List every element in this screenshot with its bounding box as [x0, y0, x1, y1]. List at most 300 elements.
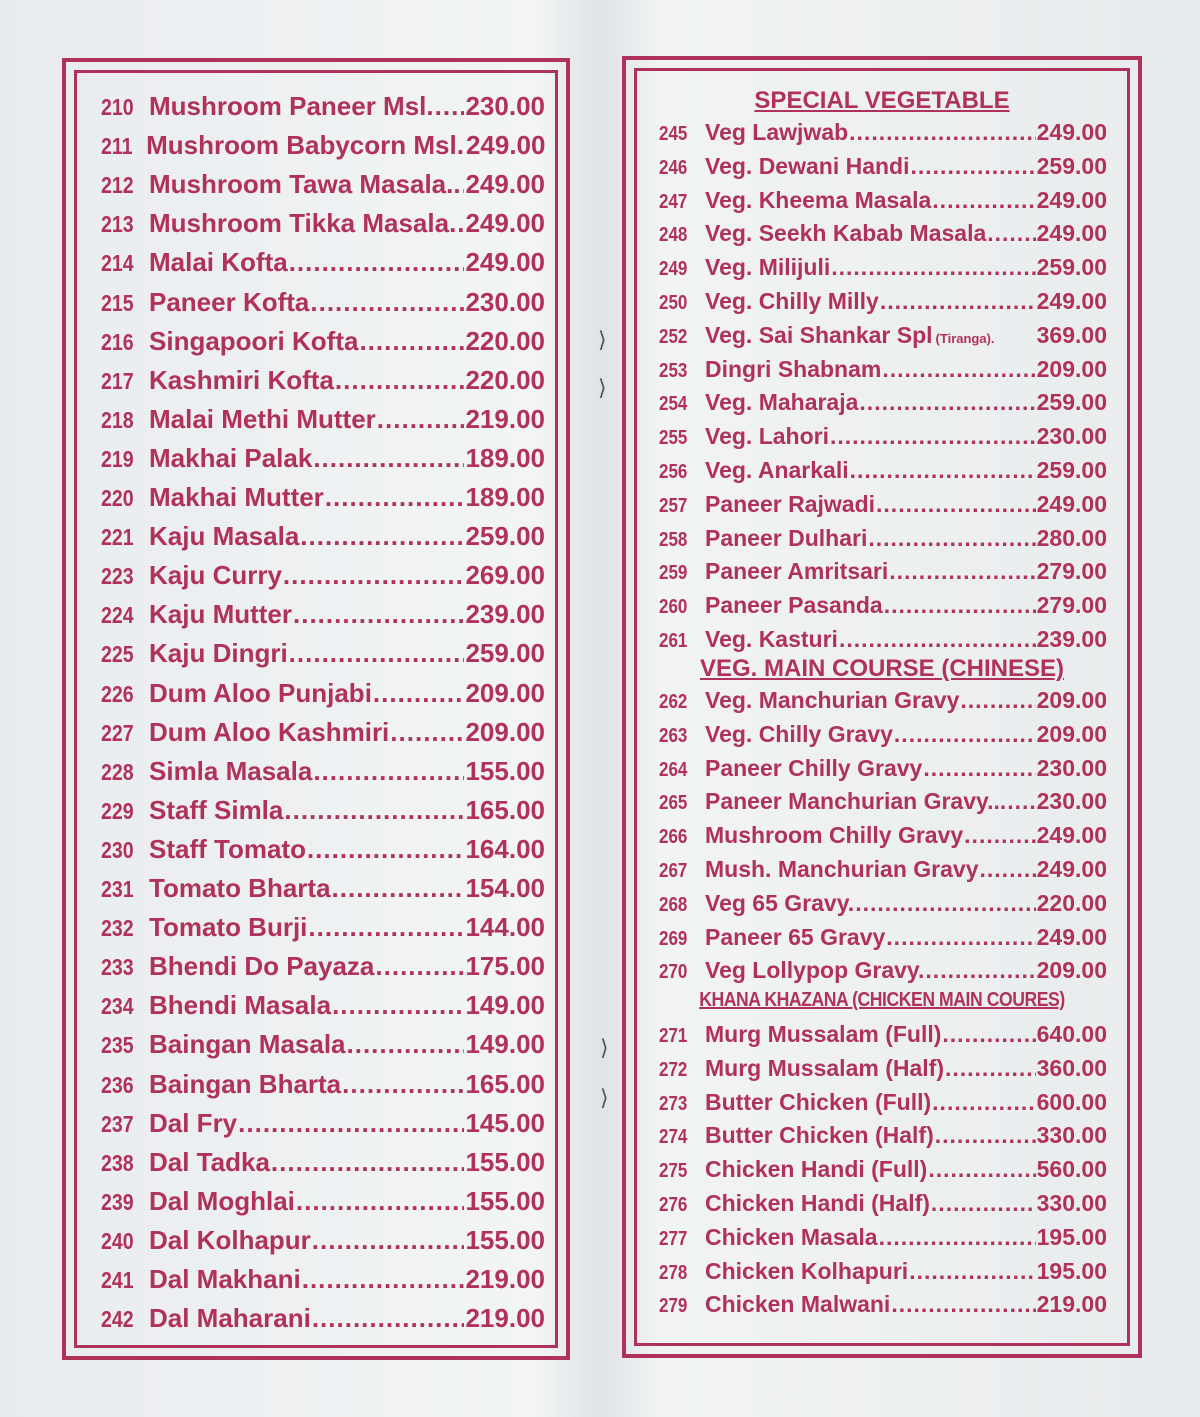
- item-name: Singapoori Kofta: [149, 325, 359, 356]
- item-price: 239.00: [1036, 626, 1107, 652]
- item-name: Malai Methi Mutter: [149, 403, 376, 434]
- dot-leader: [342, 1069, 464, 1100]
- item-number: 266: [659, 826, 688, 849]
- binding-stitch: ⟩: [598, 328, 607, 353]
- menu-item: [637, 1224, 1127, 1251]
- menu-item: [637, 1190, 1127, 1217]
- item-name: Veg. Kheema Masala: [705, 186, 932, 213]
- item-price: 560.00: [1036, 1156, 1107, 1183]
- dot-leader: [928, 1156, 1035, 1183]
- item-number: 264: [659, 758, 688, 781]
- item-price: 209.00: [1036, 720, 1107, 747]
- dot-leader: [347, 1029, 465, 1060]
- item-price: 209.00: [465, 716, 545, 747]
- menu-item: [77, 795, 555, 826]
- menu-item: [637, 288, 1127, 315]
- dot-leader: [300, 521, 464, 552]
- item-number: 210: [101, 94, 134, 120]
- item-number: 216: [101, 328, 134, 355]
- item-name: Chicken Malwani: [705, 1291, 891, 1318]
- item-price: 145.00: [465, 1107, 545, 1138]
- item-number: 236: [101, 1071, 134, 1098]
- item-name: Veg. Chilly Milly: [705, 288, 879, 314]
- item-name: Paneer Chilly Gravy: [705, 754, 923, 781]
- dot-leader: [894, 721, 1036, 748]
- menu-item: [77, 873, 555, 904]
- menu-item: [637, 924, 1127, 951]
- menu-item: [77, 834, 555, 865]
- item-number: 260: [659, 596, 688, 619]
- dot-leader: [987, 220, 1035, 247]
- item-number: 271: [659, 1025, 688, 1047]
- item-name: Tomato Bharta: [149, 873, 331, 903]
- item-price: 189.00: [465, 482, 545, 512]
- menu-item: [77, 287, 555, 318]
- item-name: Paneer Pasanda: [705, 592, 883, 619]
- item-number: 239: [101, 1188, 134, 1215]
- menu-item: [77, 1225, 555, 1256]
- dot-leader: [935, 1122, 1036, 1149]
- item-name: Paneer 65 Gravy: [705, 923, 886, 950]
- item-name: Veg. Manchurian Gravy: [705, 687, 960, 713]
- dot-leader: [891, 1291, 1035, 1318]
- item-number: 234: [101, 993, 134, 1020]
- item-number: 235: [101, 1032, 134, 1059]
- item-name: Paneer Amritsari: [705, 558, 889, 585]
- item-price: 220.00: [1036, 889, 1107, 916]
- item-price: 219.00: [465, 403, 545, 434]
- item-name: Butter Chicken (Full): [705, 1088, 932, 1115]
- dot-leader: [302, 1264, 465, 1295]
- dot-leader: [313, 756, 464, 787]
- menu-item: [77, 1108, 555, 1139]
- dot-leader: [942, 1021, 1035, 1048]
- menu-item: [77, 560, 555, 591]
- menu-item: [77, 1069, 555, 1100]
- item-number: 259: [659, 562, 688, 585]
- item-number: 231: [101, 876, 134, 902]
- menu-item: [77, 1186, 555, 1217]
- item-number: 269: [659, 927, 688, 950]
- item-price: 189.00: [465, 442, 545, 473]
- item-price: 155.00: [465, 1224, 545, 1255]
- item-price: 259.00: [465, 521, 545, 552]
- item-name: Chicken Masala: [705, 1223, 878, 1250]
- dot-leader: [293, 599, 464, 630]
- item-name: Simla Masala: [149, 755, 313, 786]
- item-price: 195.00: [1036, 1257, 1107, 1284]
- menu-item: [77, 638, 555, 669]
- item-name: Baingan Masala: [149, 1029, 346, 1060]
- item-number: 261: [659, 630, 688, 652]
- dot-leader: [307, 834, 465, 865]
- item-price: 330.00: [1036, 1190, 1107, 1216]
- item-number: 212: [101, 172, 134, 199]
- item-name: Veg. Chilly Gravy: [705, 720, 893, 747]
- menu-item: [637, 890, 1127, 917]
- item-number: 215: [101, 289, 134, 316]
- item-name: Veg. Maharaja: [705, 389, 859, 416]
- dot-leader: [359, 326, 464, 357]
- item-price: 640.00: [1036, 1021, 1107, 1047]
- item-number: 213: [101, 211, 134, 238]
- right-page-frame: [622, 56, 1142, 1358]
- dot-leader: [312, 1225, 465, 1256]
- dot-leader: [980, 856, 1036, 883]
- dot-leader: [964, 822, 1035, 849]
- item-name: Dingri Shabnam: [705, 355, 882, 382]
- item-price: 144.00: [465, 912, 545, 943]
- dot-leader: [850, 457, 1036, 484]
- item-price: 165.00: [465, 794, 545, 825]
- dot-leader: [932, 187, 1035, 214]
- item-number: 223: [101, 563, 134, 590]
- item-number: 226: [101, 680, 134, 707]
- item-price: 249.00: [465, 169, 545, 200]
- menu-item: [637, 1258, 1127, 1285]
- item-number: 250: [659, 292, 688, 314]
- item-name: Veg Lollypop Gravy.: [705, 957, 925, 984]
- menu-item: [77, 1147, 555, 1178]
- dot-leader: [296, 1186, 465, 1217]
- item-price: 239.00: [465, 599, 545, 630]
- item-price: 330.00: [1036, 1122, 1107, 1149]
- item-number: 217: [101, 367, 134, 394]
- item-number: 241: [101, 1267, 134, 1293]
- item-name: Mushroom Babycorn Msl.: [146, 130, 464, 161]
- item-name: Veg Lawjwab: [705, 119, 849, 145]
- menu-item: [77, 717, 555, 748]
- item-number: 220: [101, 485, 134, 511]
- item-number: 224: [101, 602, 134, 629]
- menu-item: [637, 1291, 1127, 1318]
- item-name: Bhendi Do Payaza: [149, 951, 375, 982]
- item-name: Paneer Rajwadi: [705, 490, 876, 517]
- menu-item: [637, 220, 1127, 247]
- dot-leader: [289, 638, 465, 669]
- left-menu-list: [74, 70, 558, 1348]
- dot-leader: [945, 1055, 1036, 1082]
- dot-leader: [868, 525, 1035, 552]
- dot-leader: [332, 873, 465, 904]
- item-price: 249.00: [465, 130, 546, 161]
- dot-leader: [335, 365, 465, 396]
- dot-leader: [313, 443, 464, 474]
- menu-item: [77, 443, 555, 474]
- dot-leader: [859, 389, 1035, 416]
- item-price: 209.00: [1036, 355, 1107, 382]
- dot-leader: [325, 482, 465, 513]
- item-number: 225: [101, 641, 134, 668]
- item-price: 154.00: [465, 873, 545, 903]
- dot-leader: [271, 1147, 465, 1178]
- item-name: Makhai Palak: [149, 442, 313, 473]
- dot-leader: [876, 491, 1036, 518]
- item-number: 255: [659, 427, 688, 450]
- dot-leader: [886, 924, 1035, 951]
- menu-item: [77, 521, 555, 552]
- item-number: 233: [101, 954, 134, 981]
- menu-item: [637, 322, 1127, 349]
- left-page-frame: [62, 58, 570, 1360]
- dot-leader: [889, 558, 1035, 585]
- menu-item: [637, 1055, 1127, 1082]
- item-price: 149.00: [465, 1029, 545, 1060]
- item-number: 253: [659, 359, 688, 382]
- item-number: 268: [659, 893, 688, 916]
- dot-leader: [849, 119, 1035, 146]
- menu-item: [637, 626, 1127, 653]
- dot-leader: [457, 208, 464, 239]
- dot-leader: [831, 254, 1035, 281]
- item-name: Kaju Curry: [149, 560, 282, 591]
- item-number: 242: [101, 1306, 134, 1333]
- item-number: 228: [101, 758, 134, 785]
- menu-item: [77, 130, 555, 161]
- item-price: 249.00: [1036, 856, 1107, 882]
- menu-item: [637, 1156, 1127, 1183]
- dot-leader: [310, 287, 464, 318]
- menu-item: [637, 525, 1127, 552]
- dot-leader: [855, 890, 1035, 917]
- item-name: Dal Tadka: [149, 1146, 270, 1177]
- item-price: 259.00: [465, 638, 545, 669]
- dot-leader: [238, 1108, 464, 1139]
- item-name: Tomato Burji: [149, 912, 308, 943]
- item-price: 269.00: [465, 560, 545, 591]
- menu-item: [637, 389, 1127, 416]
- item-number: 263: [659, 724, 688, 747]
- item-number: 277: [659, 1227, 688, 1250]
- item-price: 220.00: [465, 364, 545, 395]
- item-price: 249.00: [465, 247, 545, 278]
- item-price: 369.00: [1036, 321, 1107, 348]
- dot-leader: [923, 755, 1035, 782]
- dot-leader: [911, 153, 1036, 180]
- item-price: 209.00: [465, 677, 545, 708]
- dot-leader: [879, 1224, 1036, 1251]
- dot-leader: [1007, 788, 1035, 815]
- menu-item: [637, 153, 1127, 180]
- item-name: Veg. Milijuli: [705, 254, 831, 281]
- item-price: 249.00: [1036, 186, 1107, 213]
- item-name: Veg 65 Gravy.: [705, 889, 855, 916]
- menu-item: [77, 247, 555, 278]
- menu-item: [637, 755, 1127, 782]
- menu-item: [637, 1089, 1127, 1116]
- item-name: Veg. Lahori: [705, 423, 829, 450]
- menu-item: [77, 404, 555, 435]
- item-number: 221: [101, 524, 134, 551]
- dot-leader: [462, 169, 465, 200]
- item-number: 272: [659, 1058, 688, 1081]
- item-name: Dal Fry: [149, 1107, 238, 1138]
- menu-item: [637, 1122, 1127, 1149]
- item-number: 219: [101, 445, 134, 472]
- item-number: 279: [659, 1295, 688, 1318]
- item-number: 218: [101, 406, 134, 433]
- item-number: 240: [101, 1227, 134, 1254]
- item-name: Dal Moghlai: [149, 1185, 295, 1216]
- item-number: 270: [659, 961, 688, 984]
- menu-item: [637, 788, 1127, 815]
- item-price: 279.00: [1036, 558, 1107, 585]
- menu-item: [637, 687, 1127, 714]
- item-name: Mush. Manchurian Gravy: [705, 856, 979, 882]
- item-price: 209.00: [1036, 957, 1107, 984]
- item-name: Dal Kolhapur: [149, 1224, 311, 1255]
- item-number: 258: [659, 528, 688, 551]
- item-price: 165.00: [465, 1068, 545, 1099]
- dot-leader: [373, 678, 465, 709]
- menu-item: [637, 822, 1127, 849]
- item-price: 249.00: [1036, 288, 1107, 314]
- item-price: 230.00: [1036, 788, 1107, 815]
- item-number: 211: [101, 133, 133, 160]
- item-number: 232: [101, 915, 134, 942]
- item-number: 214: [101, 250, 134, 277]
- item-name: Mushroom Tawa Masala..: [149, 169, 461, 200]
- item-name: Veg. Kasturi: [705, 626, 838, 652]
- item-name: Makhai Mutter: [149, 482, 324, 512]
- item-number: 245: [659, 123, 688, 145]
- item-number: 254: [659, 393, 688, 416]
- item-price: 149.00: [465, 990, 545, 1021]
- item-name: Veg. Sai Shankar Spl: [705, 321, 933, 348]
- item-price: 164.00: [465, 833, 545, 864]
- item-price: 360.00: [1036, 1054, 1107, 1081]
- dot-leader: [960, 687, 1035, 714]
- item-number: 275: [659, 1160, 688, 1183]
- binding-stitch: ⟩: [600, 1036, 609, 1061]
- dot-leader: [312, 1303, 465, 1334]
- item-number: 265: [659, 792, 688, 815]
- item-price: 249.00: [1036, 119, 1107, 145]
- dot-leader: [884, 592, 1036, 619]
- item-price: 175.00: [465, 951, 545, 982]
- item-price: 600.00: [1036, 1088, 1107, 1115]
- item-price: 249.00: [465, 208, 545, 239]
- item-name: Mushroom Chilly Gravy: [705, 822, 964, 849]
- menu-item: [637, 423, 1127, 450]
- menu-item: [637, 119, 1127, 146]
- item-name: Veg. Anarkali: [705, 457, 849, 483]
- menu-item: [77, 1303, 555, 1334]
- item-name: Kaju Masala: [149, 521, 300, 552]
- item-price: 155.00: [465, 1185, 545, 1216]
- item-number: 246: [659, 156, 688, 179]
- item-price: 219.00: [465, 1303, 545, 1334]
- item-number: 276: [659, 1194, 688, 1216]
- dot-leader: [932, 1089, 1035, 1116]
- dot-leader: [289, 247, 465, 278]
- menu-item: [637, 558, 1127, 585]
- item-price: 249.00: [1036, 923, 1107, 950]
- item-name: Dum Aloo Punjabi: [149, 677, 372, 708]
- item-price: 259.00: [1036, 152, 1107, 179]
- item-price: 279.00: [1036, 592, 1107, 619]
- menu-item: [77, 326, 555, 357]
- menu-item: [637, 957, 1127, 984]
- item-name: Dal Maharani: [149, 1303, 311, 1334]
- right-menu-list: [634, 68, 1130, 1346]
- item-price: 155.00: [465, 755, 545, 786]
- item-name: Kaju Dingri: [149, 638, 288, 669]
- item-number: 248: [659, 224, 688, 247]
- item-number: 227: [101, 719, 134, 746]
- item-number: 237: [101, 1110, 134, 1137]
- item-name: Staff Tomato: [149, 833, 306, 864]
- item-price: 249.00: [1036, 822, 1107, 849]
- item-name: Paneer Dulhari: [705, 524, 868, 551]
- item-name: Veg. Seekh Kabab Masala: [705, 220, 987, 247]
- menu-item: [77, 1264, 555, 1295]
- item-name: Mushroom Paneer Msl.: [149, 91, 434, 121]
- dot-leader: [332, 990, 464, 1021]
- item-price: 259.00: [1036, 389, 1107, 416]
- item-number: 256: [659, 461, 688, 483]
- item-name: Staff Simla: [149, 794, 284, 825]
- dot-leader: [283, 560, 465, 591]
- item-price: 230.00: [465, 286, 545, 317]
- menu-item: [637, 356, 1127, 383]
- menu-item: [637, 592, 1127, 619]
- item-number: 274: [659, 1126, 688, 1149]
- item-name: Murg Mussalam (Full): [705, 1021, 942, 1047]
- dot-leader: [931, 1190, 1036, 1217]
- menu-item: [77, 482, 555, 513]
- item-price: 230.00: [1036, 754, 1107, 781]
- item-number: 262: [659, 691, 688, 713]
- item-price: 219.00: [465, 1264, 545, 1294]
- dot-leader: [880, 288, 1036, 315]
- menu-item: [77, 951, 555, 982]
- item-name: Paneer Manchurian Gravy...: [705, 788, 1007, 815]
- item-price: 220.00: [465, 325, 545, 356]
- dot-leader: [377, 404, 465, 435]
- menu-item: [637, 491, 1127, 518]
- menu-item: [637, 721, 1127, 748]
- dot-leader: [284, 795, 464, 826]
- item-name: Chicken Handi (Half): [705, 1190, 930, 1216]
- item-name: Baingan Bharta: [149, 1068, 342, 1099]
- menu-item: [77, 599, 555, 630]
- item-name: Mushroom Tikka Masala.: [149, 208, 457, 239]
- item-price: 219.00: [1036, 1291, 1107, 1318]
- item-name: Kashmiri Kofta: [149, 364, 334, 395]
- dot-leader: [390, 717, 464, 748]
- item-number: 278: [659, 1261, 688, 1284]
- dot-leader: [375, 951, 464, 982]
- item-price: 249.00: [1036, 490, 1107, 517]
- item-name: Paneer Kofta: [149, 286, 310, 317]
- item-number: 257: [659, 494, 688, 517]
- section-heading: SPECIAL VEGETABLE: [754, 87, 1010, 114]
- item-number: 238: [101, 1149, 134, 1176]
- binding-stitch: ⟩: [600, 1086, 609, 1111]
- menu-item: [637, 254, 1127, 281]
- menu-item: [77, 169, 555, 200]
- item-price: 259.00: [1036, 457, 1107, 483]
- section-heading: VEG. MAIN COURSE (CHINESE): [699, 655, 1065, 682]
- item-number: 230: [101, 836, 134, 863]
- menu-item: [77, 990, 555, 1021]
- dot-leader: [925, 957, 1035, 984]
- item-note: (Tiranga).: [935, 330, 995, 346]
- item-number: 229: [101, 797, 134, 824]
- dot-leader: [830, 423, 1036, 450]
- item-number: 249: [659, 258, 688, 281]
